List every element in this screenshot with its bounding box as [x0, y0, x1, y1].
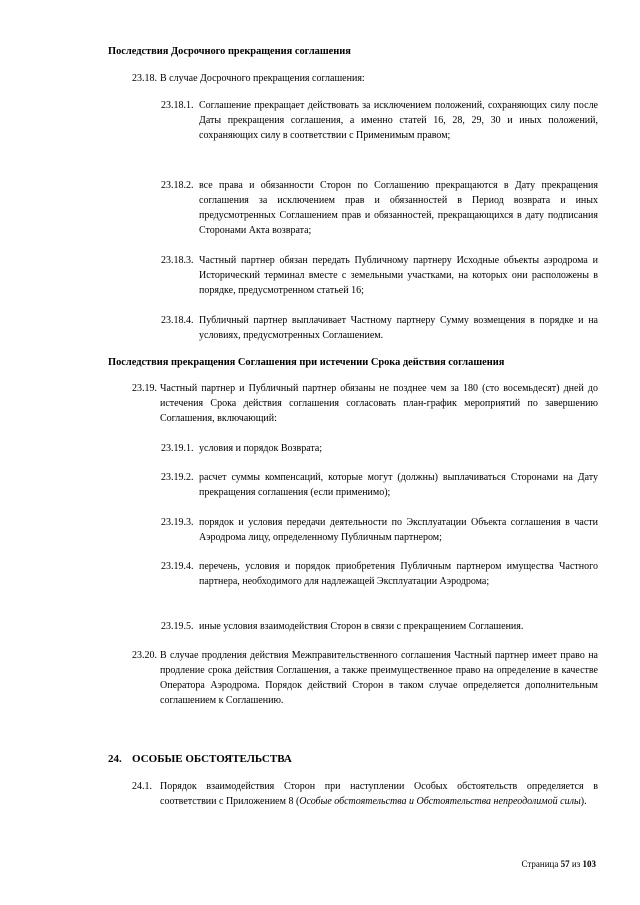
- footer-prefix: Страница: [521, 859, 561, 869]
- clause-number: 23.19.5.: [161, 621, 194, 632]
- clause-number: 23.19.2.: [161, 472, 194, 483]
- footer-middle: из: [569, 859, 583, 869]
- clause-number: 23.19.4.: [161, 561, 194, 572]
- clause-23-19-1: [161, 441, 598, 456]
- current-page-number: 57: [560, 859, 570, 869]
- clause-text: В случае продления действия Межправительственного соглашения Частный партнер имеет право на продление срока действия Соглашения, а также преимущественное право на определение в качестве Оператора Аэродрома. Порядок действий Сторон в таком случае определяется дополнительным соглашением к Соглашению.: [160, 650, 598, 706]
- total-page-count: 103: [582, 859, 596, 869]
- clause-text-end: ).: [580, 796, 587, 807]
- clause-text: Частный партнер и Публичный партнер обязаны не позднее чем за 180 (сто восемьдесят) дней до истечения Срока действия соглашения согласовать план-график мероприятий по завершению Соглашения, включающий:: [160, 383, 598, 424]
- clause-text: условия и порядок Возврата;: [199, 443, 323, 454]
- subheading-expiry-termination: Последствия прекращения Соглашения при истечении Срока действия соглашения: [108, 357, 505, 368]
- clause-23-19-4: [161, 559, 598, 589]
- clause-number: 23.18.1.: [161, 100, 194, 111]
- appendix-title: Особые обстоятельства и Обстоятельства непреодолимой силы: [299, 796, 581, 807]
- clause-23-19-2: [161, 470, 598, 500]
- clause-24-1: [132, 779, 598, 809]
- clause-23-18-1: [161, 98, 598, 143]
- clause-number: 23.19.1.: [161, 443, 194, 454]
- clause-text: все права и обязанности Сторон по Соглашению прекращаются в Дату прекращения соглашения за исключением прав и обязанностей в Период возврата и иных предусмотренных Соглашением прав и обязанностей, прекращающихся в дату подписания Сторонами Акта возврата;: [199, 180, 598, 236]
- clause-23-20: [132, 648, 598, 708]
- clause-number: 23.19.: [132, 383, 157, 394]
- clause-number: 23.18.: [132, 73, 157, 84]
- clause-text: перечень, условия и порядок приобретения Публичным партнером имущества Частного партнера, необходимого для надлежащей Эксплуатации Аэродрома;: [199, 561, 598, 587]
- clause-23-19-5: [161, 619, 598, 634]
- section-number: 24.: [108, 753, 122, 765]
- clause-number: 24.1.: [132, 781, 152, 792]
- clause-text: иные условия взаимодействия Сторон в связи с прекращением Соглашения.: [199, 621, 524, 632]
- page-footer: [522, 857, 597, 872]
- clause-number: 23.18.4.: [161, 315, 194, 326]
- clause-text: Публичный партнер выплачивает Частному партнеру Сумму возмещения в порядке и на условиях, предусмотренных Соглашением.: [199, 315, 598, 341]
- clause-text: расчет суммы компенсаций, которые могут (должны) выплачиваться Сторонами на Дату прекращения соглашения (если применимо);: [199, 472, 598, 498]
- clause-number: 23.18.3.: [161, 255, 194, 266]
- clause-number: 23.20.: [132, 650, 157, 661]
- section-title-text: ОСОБЫЕ ОБСТОЯТЕЛЬСТВА: [132, 753, 292, 765]
- clause-23-18-4: [161, 313, 598, 343]
- clause-23-18-3: [161, 253, 598, 298]
- clause-23-19-3: [161, 515, 598, 545]
- clause-text: В случае Досрочного прекращения соглашения:: [160, 73, 365, 84]
- clause-23-18-2: [161, 178, 598, 238]
- subheading-early-termination: Последствия Досрочного прекращения соглашения: [108, 46, 351, 57]
- clause-text: Частный партнер обязан передать Публичному партнеру Исходные объекты аэродрома и Исторический терминал вместе с земельными участками, на которых они расположены в порядке, предусмотренном статьей 16;: [199, 255, 598, 296]
- clause-23-18: [132, 71, 598, 86]
- clause-text: Соглашение прекращает действовать за исключением положений, сохраняющих силу после Даты прекращения соглашения, а именно статей 16, 28, 29, 30 и иных положений, сохраняющих силу в соответствии с Применимым правом;: [199, 100, 598, 141]
- clause-number: 23.19.3.: [161, 517, 194, 528]
- clause-23-19: [132, 381, 598, 426]
- section-24-title: [108, 752, 292, 767]
- clause-text-start: Порядок взаимодействия Сторон при наступлении Особых обстоятельств определяется в соответствии с Приложением 8 (: [160, 781, 598, 807]
- clause-text: порядок и условия передачи деятельности по Эксплуатации Объекта соглашения в части Аэродрома лицу, определенному Публичным партнером;: [199, 517, 598, 543]
- clause-number: 23.18.2.: [161, 180, 194, 191]
- clause-text: [160, 779, 598, 809]
